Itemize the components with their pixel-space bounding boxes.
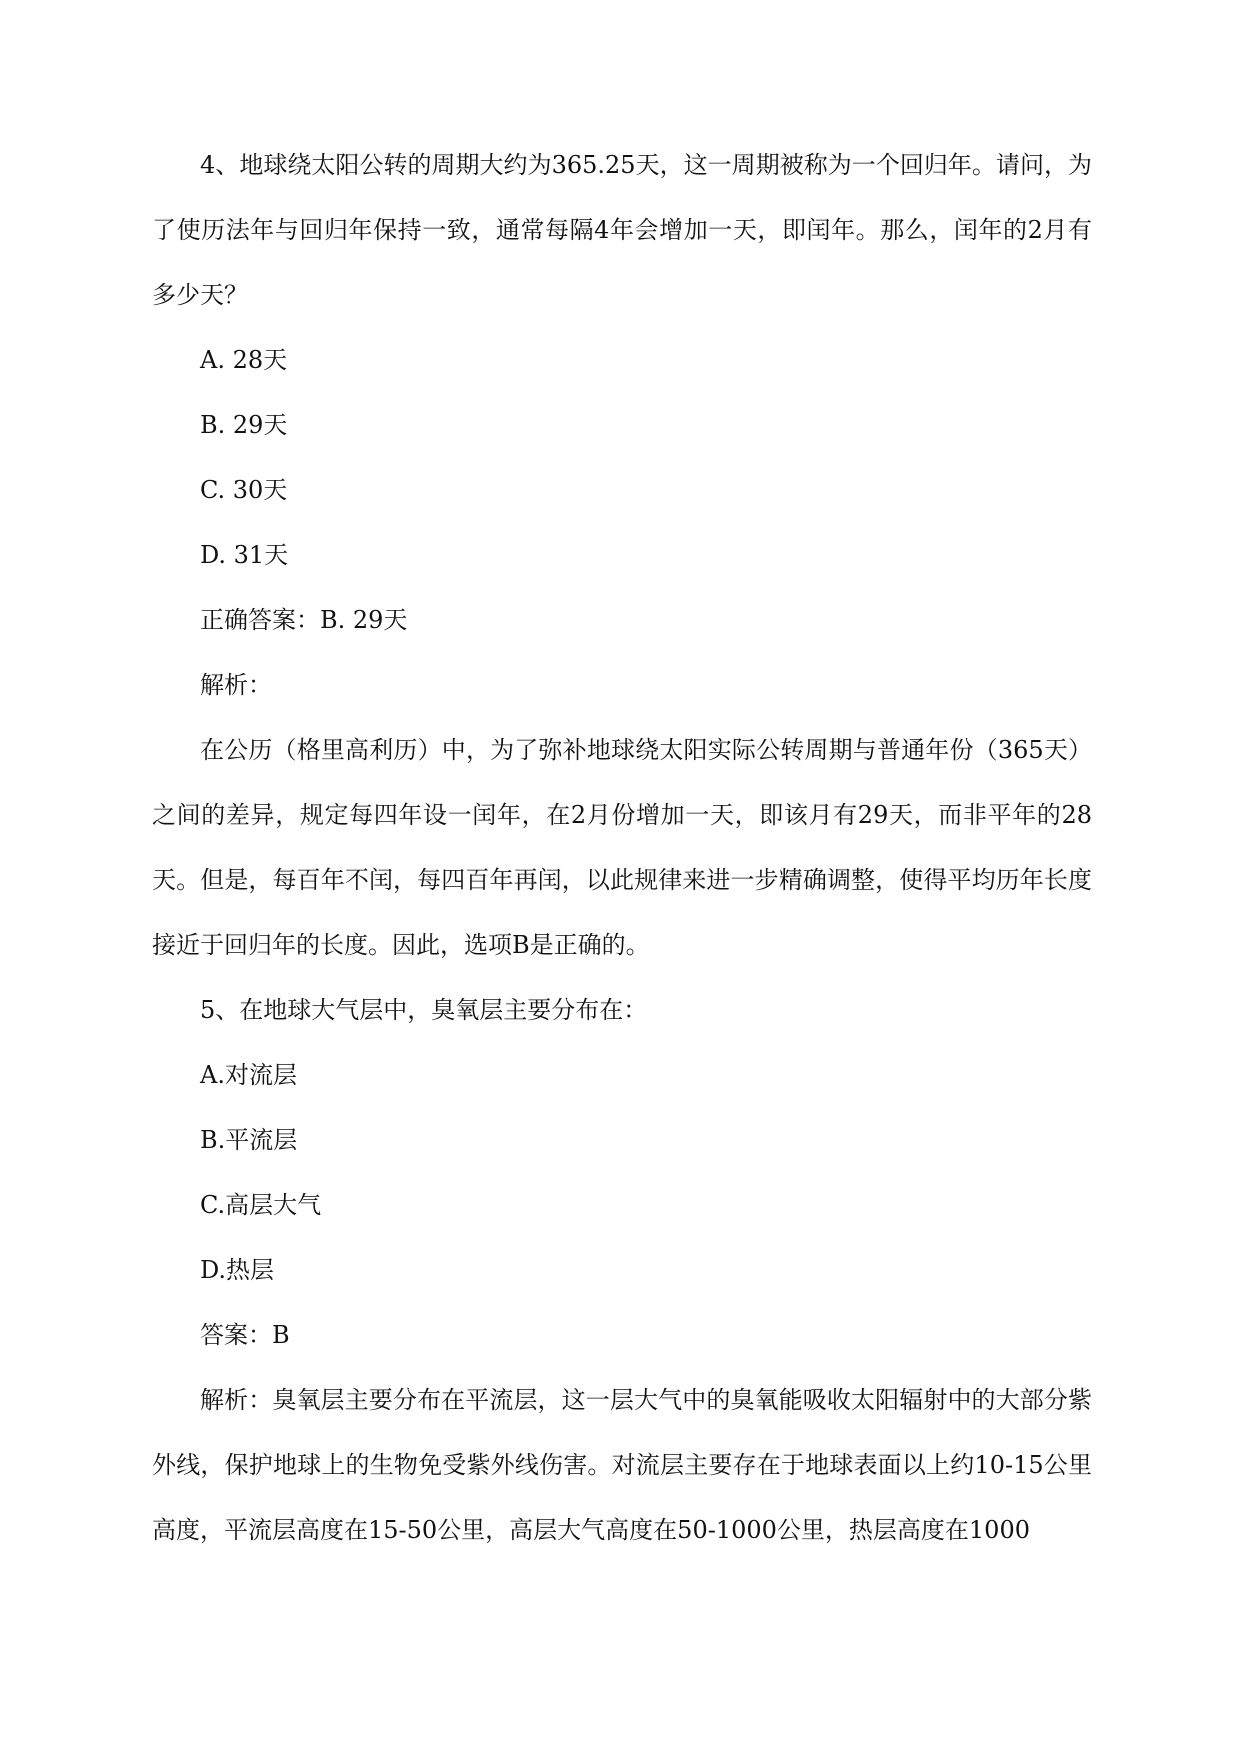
question-5-answer: 答案：B bbox=[200, 1321, 290, 1349]
question-4-option-a: A. 28天 bbox=[200, 346, 288, 374]
question-4-option-b: B. 29天 bbox=[200, 411, 288, 439]
question-5-option-b: B.平流层 bbox=[200, 1126, 298, 1154]
question-4-option-d: D. 31天 bbox=[200, 541, 289, 569]
question-5-text: 5、在地球大气层中，臭氧层主要分布在： bbox=[200, 996, 648, 1024]
question-5-option-c: C.高层大气 bbox=[200, 1191, 322, 1219]
question-4-answer: 正确答案：B. 29天 bbox=[200, 606, 408, 634]
question-5-analysis: 解析：臭氧层主要分布在平流层，这一层大气中的臭氧能吸收太阳辐射中的大部分紫外线，保护地球上的生物免受紫外线伤害。对流层主要存在于地球表面以上约10-15公里高度，平流层高度在15-50公里，高层大气高度在50-1000公里，热层高度在1000 bbox=[152, 1386, 1092, 1544]
question-4-analysis: 在公历（格里高利历）中，为了弥补地球绕太阳实际公转周期与普通年份（365天）之间的差异，规定每四年设一闰年，在2月份增加一天，即该月有29天，而非平年的28天。但是，每百年不闰，每四百年再闰，以此规律来进一步精确调整，使得平均历年长度接近于回归年的长度。因此，选项B是正确的。 bbox=[152, 736, 1092, 959]
question-5-option-a: A.对流层 bbox=[200, 1061, 297, 1089]
question-4-text: 4、地球绕太阳公转的周期大约为365.25天，这一周期被称为一个回归年。请问，为了使历法年与回归年保持一致，通常每隔4年会增加一天，即闰年。那么，闰年的2月有多少天？ bbox=[152, 151, 1092, 309]
question-5-option-d: D.热层 bbox=[200, 1256, 275, 1284]
question-4-option-c: C. 30天 bbox=[200, 476, 288, 504]
question-4-analysis-label: 解析： bbox=[200, 671, 272, 699]
